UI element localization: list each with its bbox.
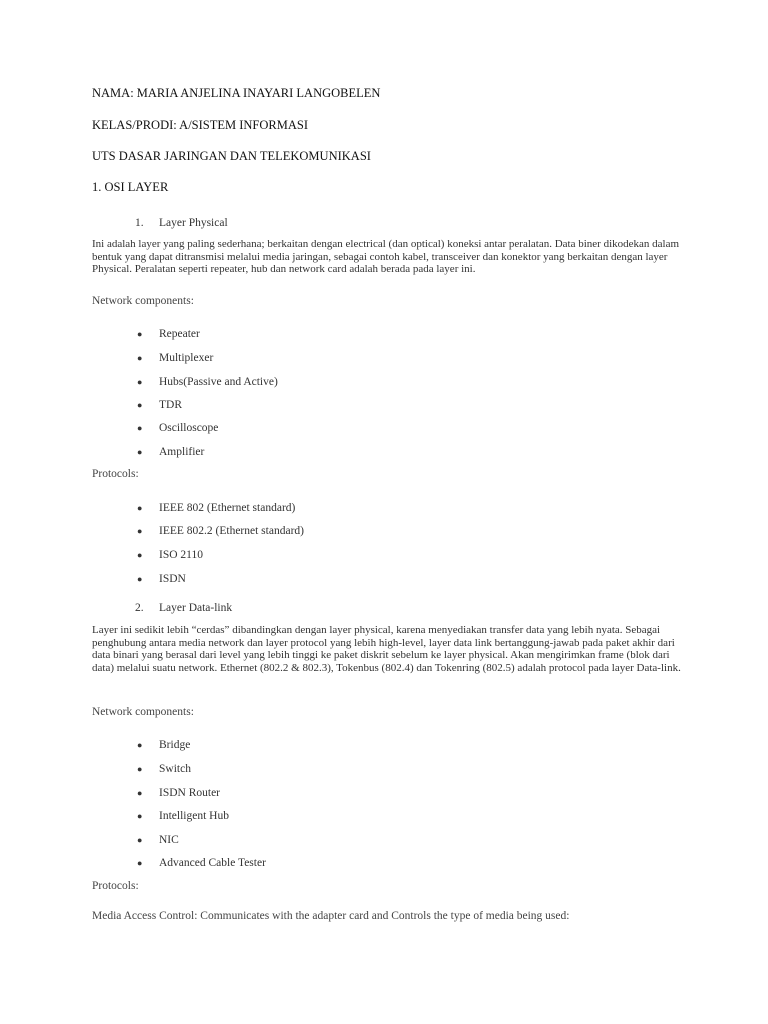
bullet-dot-icon: ●	[137, 764, 143, 774]
bullet-dot-icon: ●	[137, 811, 143, 821]
class-program: KELAS/PRODI: A/SISTEM INFORMASI	[92, 118, 309, 132]
bullet-dot-icon: ●	[137, 526, 143, 536]
bullet-dot-icon: ●	[137, 550, 143, 560]
item-number: 2.	[135, 602, 144, 614]
exam-title: UTS DASAR JARINGAN DAN TELEKOMUNIKASI	[92, 149, 371, 163]
student-name: NAMA: MARIA ANJELINA INAYARI LANGOBELEN	[92, 86, 381, 100]
bullet-dot-icon: ●	[137, 835, 143, 845]
bullet-dot-icon: ●	[137, 400, 143, 410]
bullet-dot-icon: ●	[137, 423, 143, 433]
protocols-label: Protocols:	[92, 880, 139, 892]
bullet-dot-icon: ●	[137, 740, 143, 750]
section-heading-osi-layer: 1. OSI LAYER	[92, 180, 169, 194]
item-title: Layer Data-link	[159, 602, 233, 614]
bullet-dot-icon: ●	[137, 574, 143, 584]
bullet-dot-icon: ●	[137, 353, 143, 363]
network-components-label: Network components:	[92, 706, 194, 718]
media-access-control-text: Media Access Control: Communicates with the adapter card and Controls the type of media being used:	[92, 910, 570, 922]
protocols-label: Protocols:	[92, 468, 139, 480]
bullet-dot-icon: ●	[137, 447, 143, 457]
item-title: Layer Physical	[159, 217, 228, 229]
layer-data-link-paragraph: Layer ini sedikit lebih “cerdas” dibandingkan dengan layer physical, karena menyediakan transfer data yang lebih nyata. Sebagai penghubung antara media network dan layer protocol yang lebih high-level, layer data link bertanggung-jawab pada paket akhir dari data binari yang berasal dari level yang lebih tinggi ke paket diskrit sebelum ke layer physical. Akan mengirimkan frame (blok dari data) melalui suatu network. Ethernet (802.2 & 802.3), Tokenbus (802.4) dan Tokenring (802.5) adalah protocol pada layer Data-link.	[92, 624, 681, 674]
network-components-label: Network components:	[92, 295, 194, 307]
bullet-dot-icon: ●	[137, 329, 143, 339]
bullet-dot-icon: ●	[137, 788, 143, 798]
bullet-dot-icon: ●	[137, 503, 143, 513]
bullet-dot-icon: ●	[137, 377, 143, 387]
layer-physical-paragraph: Ini adalah layer yang paling sederhana; berkaitan dengan electrical (dan optical) koneksi antar peralatan. Data biner dikodekan dalam bentuk yang dapat ditransmisi melalui media jaringan, sebagai contoh kabel, transceiver dan konektor yang berkaitan dengan layer Physical. Peralatan seperti repeater, hub dan network card adalah berada pada layer ini.	[92, 238, 680, 275]
item-number: 1.	[135, 217, 144, 229]
bullet-dot-icon: ●	[137, 858, 143, 868]
